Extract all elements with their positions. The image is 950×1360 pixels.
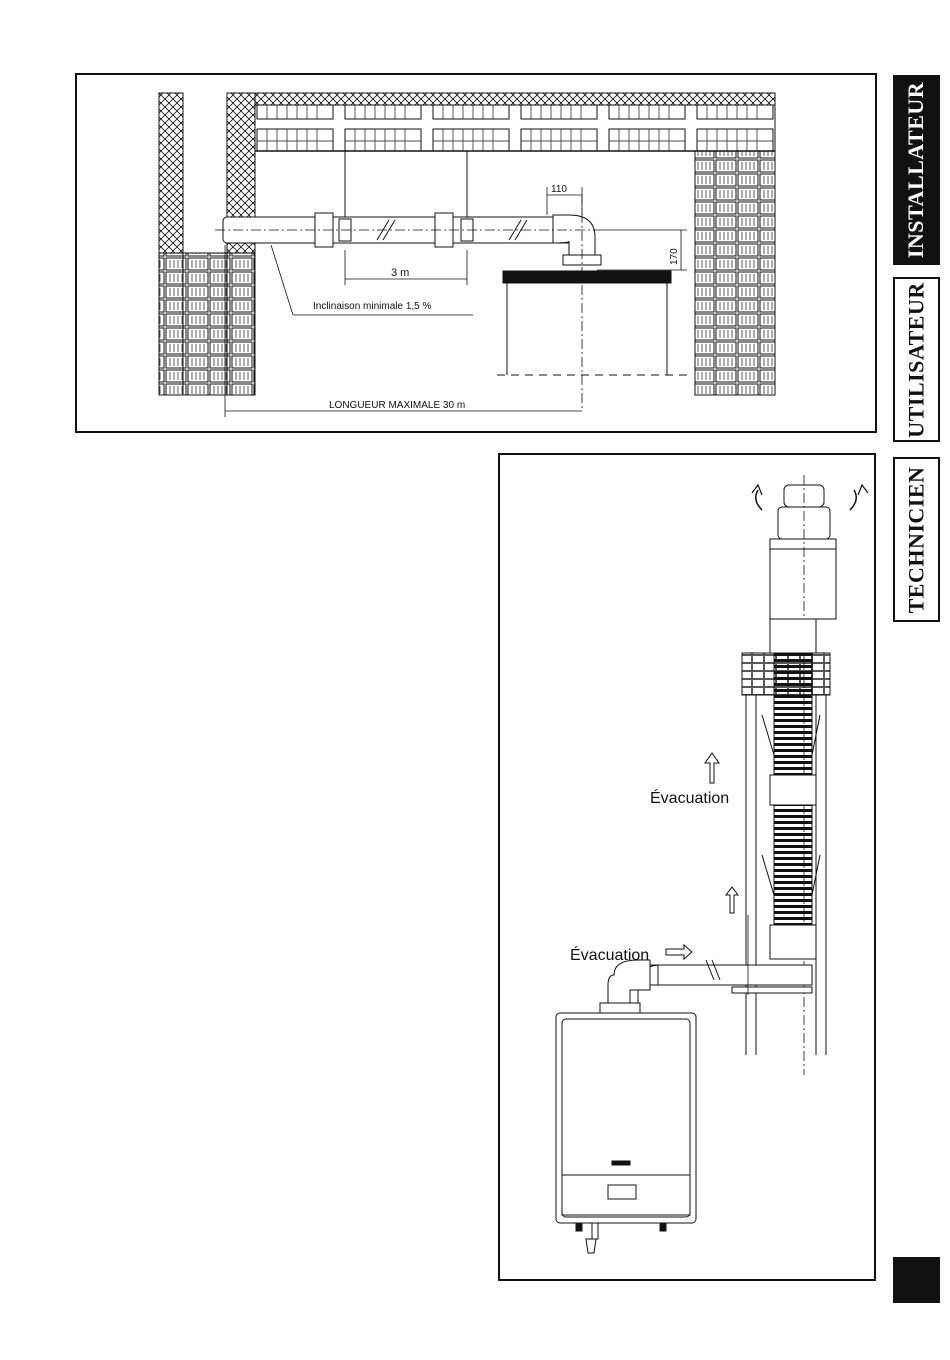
ceiling-slab <box>255 93 775 151</box>
page-number-marker <box>893 1257 940 1303</box>
slope-label: Inclinaison minimale 1,5 % <box>313 301 432 312</box>
left-wall <box>159 93 255 395</box>
dim-170-label: 170 <box>669 248 680 265</box>
max-length-label: LONGUEUR MAXIMALE 30 m <box>329 400 466 411</box>
horizontal-flue-diagram <box>75 73 877 433</box>
tab-technicien[interactable] <box>893 457 940 622</box>
horizontal-flue-drawing <box>77 75 875 431</box>
tab-installateur-label: INSTALLATEUR <box>903 81 929 259</box>
wall-boiler <box>556 1013 696 1253</box>
flow-arrows <box>666 753 738 959</box>
evacuation-horizontal-label: Évacuation <box>570 947 650 964</box>
tab-utilisateur[interactable] <box>893 277 940 442</box>
vertical-flue-diagram <box>498 453 876 1281</box>
tab-installateur[interactable] <box>893 75 940 265</box>
dim-110-label: 110 <box>551 184 567 195</box>
dim-3m-label: 3 m <box>391 267 410 279</box>
vertical-flue-drawing <box>500 455 874 1279</box>
flue-pipe <box>215 213 601 265</box>
tab-utilisateur-label: UTILISATEUR <box>903 281 929 438</box>
right-wall <box>695 151 775 395</box>
tab-technicien-label: TECHNICIEN <box>903 466 929 613</box>
evacuation-vertical-label: Évacuation <box>650 790 730 807</box>
